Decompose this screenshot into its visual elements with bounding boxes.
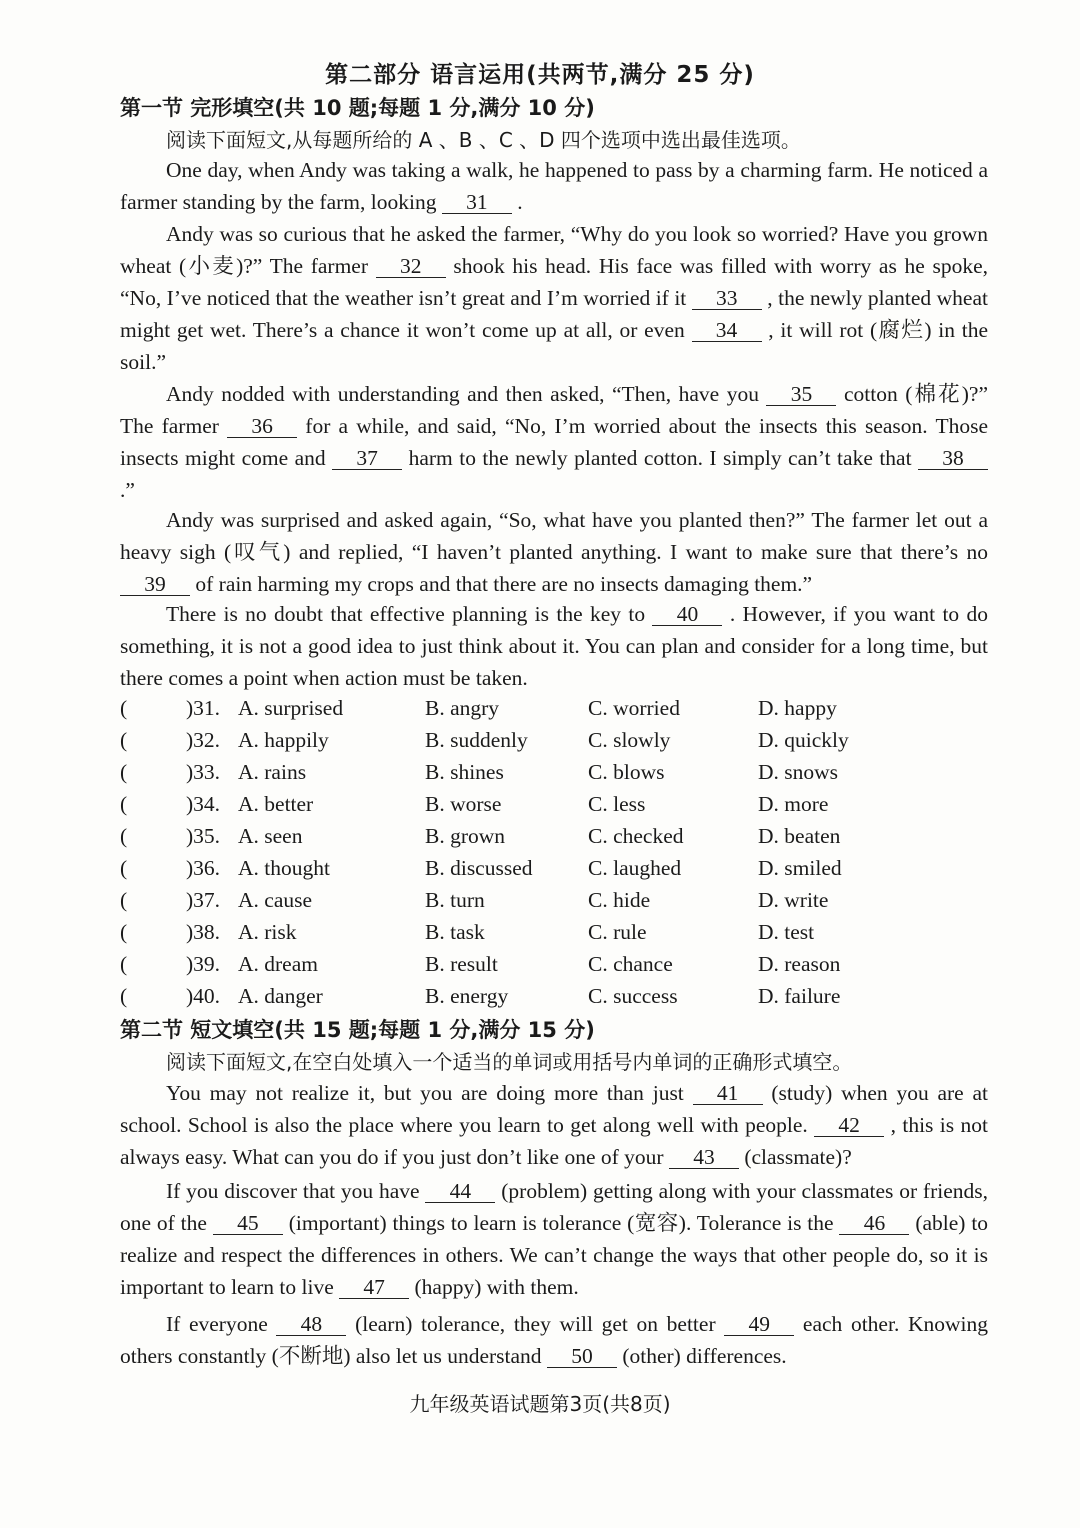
option-row-33 xyxy=(120,756,1000,788)
cloze-paragraph-5 xyxy=(120,598,988,694)
section1-instruction: 阅读下面短文,从每题所给的 A 、B 、C 、D 四个选项中选出最佳选项。 xyxy=(166,128,801,152)
fill-paragraph-3 xyxy=(120,1308,988,1372)
option-b: B. angry xyxy=(425,696,500,720)
text: . xyxy=(517,190,523,214)
option-c: C. slowly xyxy=(588,728,671,752)
option-c: C. worried xyxy=(588,696,680,720)
option-b: B. energy xyxy=(425,984,509,1008)
option-row-35 xyxy=(120,820,1000,852)
blank-31: 31 xyxy=(442,191,512,214)
option-d: D. beaten xyxy=(758,824,841,848)
option-row-38 xyxy=(120,916,1000,948)
option-a: A. risk xyxy=(238,920,297,944)
text: for a while, and said, “No, I’m worried about the insects this season. Those insects might come and xyxy=(120,414,989,470)
option-b: B. discussed xyxy=(425,856,533,880)
question-number: )31. xyxy=(186,696,221,720)
text: .” xyxy=(120,478,135,502)
question-number: )32. xyxy=(186,728,221,752)
option-b: B. turn xyxy=(425,888,485,912)
option-a: A. cause xyxy=(238,888,313,912)
text: Andy was surprised and asked again, “So, what have you planted then?” The farmer let out a heavy sigh (叹气) and replied, “I haven’t planted anything. I want to make sure that there’s no xyxy=(120,508,988,564)
question-number: )39. xyxy=(186,952,221,976)
text: Andy nodded with understanding and then asked, “Then, have you xyxy=(166,382,759,406)
text: of rain harming my crops and that there are no insects damaging them.” xyxy=(195,572,813,596)
question-number: )34. xyxy=(186,792,221,816)
text: , it will rot (腐烂) in the soil.” xyxy=(120,318,988,374)
text: If you discover that you have xyxy=(166,1179,420,1203)
option-row-31 xyxy=(120,692,1000,724)
blank-40: 40 xyxy=(652,603,722,626)
answer-paren[interactable]: ( xyxy=(120,792,128,816)
option-c: C. hide xyxy=(588,888,651,912)
option-b: B. worse xyxy=(425,792,502,816)
option-b: B. task xyxy=(425,920,485,944)
question-number: )35. xyxy=(186,824,221,848)
option-b: B. suddenly xyxy=(425,728,528,752)
blank-38: 38 xyxy=(918,447,988,470)
text: , the newly planted wheat might get wet. There’s a chance it won’t come up at all, or even xyxy=(120,286,988,342)
option-row-36 xyxy=(120,852,1000,884)
blank-35: 35 xyxy=(766,383,836,406)
option-d: D. snows xyxy=(758,760,839,784)
blank-45[interactable]: 45 xyxy=(213,1212,283,1235)
option-row-39 xyxy=(120,948,1000,980)
text: (learn) tolerance, they will get on better xyxy=(355,1312,716,1336)
blank-42[interactable]: 42 xyxy=(814,1114,884,1137)
option-c: C. blows xyxy=(588,760,665,784)
answer-paren[interactable]: ( xyxy=(120,856,128,880)
answer-paren[interactable]: ( xyxy=(120,696,128,720)
text: . However, if you want to do something, it is not a good idea to just think about it. You can plan and consider for a long time, but there comes a point when action must be taken. xyxy=(120,602,989,690)
text: (happy) with them. xyxy=(414,1275,579,1299)
text: , this is not always easy. What can you do if you just don’t like one of your xyxy=(120,1113,989,1169)
answer-paren[interactable]: ( xyxy=(120,888,128,912)
blank-47[interactable]: 47 xyxy=(339,1276,409,1299)
text: (able) to realize and respect the differences in others. We can’t change the ways that other people do, so it is important to learn to live xyxy=(120,1211,989,1299)
section2-title: 第二节 短文填空(共 15 题;每题 1 分,满分 15 分) xyxy=(120,1018,595,1042)
text: There is no doubt that effective planning is the key to xyxy=(166,602,646,626)
question-number: )40. xyxy=(186,984,221,1008)
option-d: D. write xyxy=(758,888,829,912)
option-a: A. better xyxy=(238,792,314,816)
option-d: D. failure xyxy=(758,984,841,1008)
option-a: A. rains xyxy=(238,760,307,784)
option-a: A. happily xyxy=(238,728,329,752)
option-b: B. grown xyxy=(425,824,506,848)
text: If everyone xyxy=(166,1312,268,1336)
option-a: A. thought xyxy=(238,856,330,880)
option-row-37 xyxy=(120,884,1000,916)
cloze-paragraph-2 xyxy=(120,218,988,378)
text: (problem) getting along with your classmates or friends, one of the xyxy=(120,1179,989,1235)
answer-paren[interactable]: ( xyxy=(120,824,128,848)
option-d: D. happy xyxy=(758,696,837,720)
option-c: C. less xyxy=(588,792,646,816)
text: harm to the newly planted cotton. I simply can’t take that xyxy=(408,446,912,470)
answer-paren[interactable]: ( xyxy=(120,984,128,1008)
option-c: C. laughed xyxy=(588,856,682,880)
text: shook his head. His face was filled with worry as he spoke, “No, I’ve noticed that the weather isn’t great and I’m worried if it xyxy=(120,254,988,310)
option-b: B. shines xyxy=(425,760,504,784)
option-d: D. smiled xyxy=(758,856,842,880)
cloze-paragraph-3 xyxy=(120,378,988,506)
blank-48[interactable]: 48 xyxy=(276,1313,346,1336)
blank-43[interactable]: 43 xyxy=(669,1146,739,1169)
blank-41[interactable]: 41 xyxy=(693,1082,763,1105)
answer-paren[interactable]: ( xyxy=(120,920,128,944)
text: (other) differences. xyxy=(622,1344,787,1368)
question-number: )37. xyxy=(186,888,221,912)
blank-50[interactable]: 50 xyxy=(547,1345,617,1368)
options-table xyxy=(120,692,1000,1012)
question-number: )33. xyxy=(186,760,221,784)
part-title: 第二部分 语言运用(共两节,满分 25 分) xyxy=(325,62,755,88)
blank-34: 34 xyxy=(692,319,762,342)
option-b: B. result xyxy=(425,952,498,976)
text: Andy was so curious that he asked the farmer, “Why do you look so worried? Have you grown wheat (小麦)?” The farmer xyxy=(120,222,988,278)
text: You may not realize it, but you are doing more than just xyxy=(166,1081,684,1105)
option-d: D. more xyxy=(758,792,829,816)
option-d: D. quickly xyxy=(758,728,849,752)
option-a: A. surprised xyxy=(238,696,344,720)
text: (important) things to learn is tolerance (宽容). Tolerance is the xyxy=(288,1211,834,1235)
question-number: )36. xyxy=(186,856,221,880)
option-c: C. rule xyxy=(588,920,647,944)
option-a: A. seen xyxy=(238,824,303,848)
blank-32: 32 xyxy=(376,255,446,278)
text: (classmate)? xyxy=(744,1145,852,1169)
option-row-34 xyxy=(120,788,1000,820)
blank-36: 36 xyxy=(227,415,297,438)
option-row-40 xyxy=(120,980,1000,1012)
text: (study) when you are at school. School is also the place where you learn to get along well with people. xyxy=(120,1081,989,1137)
blank-33: 33 xyxy=(692,287,762,310)
answer-paren[interactable]: ( xyxy=(120,952,128,976)
cloze-paragraph-4 xyxy=(120,504,988,600)
section1-title: 第一节 完形填空(共 10 题;每题 1 分,满分 10 分) xyxy=(120,96,595,120)
fill-paragraph-2 xyxy=(120,1175,988,1303)
question-number: )38. xyxy=(186,920,221,944)
answer-paren[interactable]: ( xyxy=(120,728,128,752)
blank-49[interactable]: 49 xyxy=(724,1313,794,1336)
fill-paragraph-1 xyxy=(120,1077,988,1173)
option-c: C. checked xyxy=(588,824,684,848)
option-d: D. reason xyxy=(758,952,841,976)
cloze-paragraph-1 xyxy=(120,154,988,218)
option-a: A. dream xyxy=(238,952,318,976)
section2-instruction: 阅读下面短文,在空白处填入一个适当的单词或用括号内单词的正确形式填空。 xyxy=(166,1050,853,1074)
option-d: D. test xyxy=(758,920,815,944)
option-c: C. chance xyxy=(588,952,673,976)
option-c: C. success xyxy=(588,984,678,1008)
text: each other. Knowing others constantly (不断地) also let us understand xyxy=(120,1312,988,1368)
text: cotton (棉花)?” The farmer xyxy=(120,382,989,438)
page-footer: 九年级英语试题第3页(共8页) xyxy=(409,1392,671,1416)
option-row-32 xyxy=(120,724,1000,756)
blank-44[interactable]: 44 xyxy=(425,1180,495,1203)
text: One day, when Andy was taking a walk, he happened to pass by a charming farm. He noticed a farmer standing by the farm, looking xyxy=(120,158,988,214)
blank-39: 39 xyxy=(120,573,190,596)
option-a: A. danger xyxy=(238,984,323,1008)
blank-37: 37 xyxy=(332,447,402,470)
answer-paren[interactable]: ( xyxy=(120,760,128,784)
blank-46[interactable]: 46 xyxy=(839,1212,909,1235)
